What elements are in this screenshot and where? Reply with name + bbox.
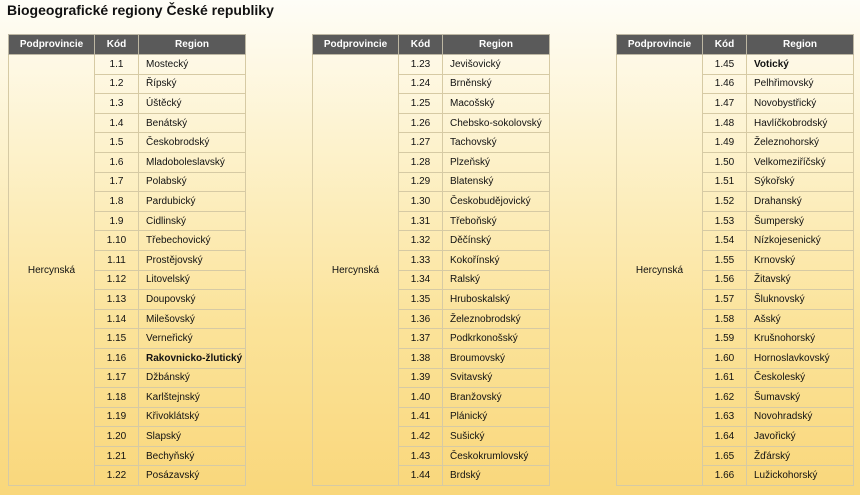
region-code: 1.24: [399, 74, 443, 94]
region-code: 1.39: [399, 368, 443, 388]
region-name: Pelhřimovský: [747, 74, 854, 94]
region-code: 1.5: [95, 133, 139, 153]
region-name: Hruboskalský: [443, 290, 550, 310]
region-code: 1.59: [703, 329, 747, 349]
region-code: 1.18: [95, 388, 139, 408]
region-code: 1.23: [399, 55, 443, 75]
region-code: 1.36: [399, 309, 443, 329]
header-podprovincie: Podprovincie: [617, 35, 703, 55]
region-name: Mostecký: [139, 55, 246, 75]
region-code: 1.22: [95, 466, 139, 486]
region-code: 1.50: [703, 152, 747, 172]
region-code: 1.14: [95, 309, 139, 329]
region-code: 1.29: [399, 172, 443, 192]
region-name: Českokrumlovský: [443, 446, 550, 466]
region-code: 1.48: [703, 113, 747, 133]
region-code: 1.19: [95, 407, 139, 427]
region-name: Litovelský: [139, 270, 246, 290]
region-name: Doupovský: [139, 290, 246, 310]
region-name: Velkomeziříčský: [747, 152, 854, 172]
region-code: 1.30: [399, 192, 443, 212]
table-header-row: [617, 35, 854, 55]
region-code: 1.7: [95, 172, 139, 192]
table-row: [313, 55, 550, 75]
table-row: [617, 55, 854, 75]
region-code: 1.8: [95, 192, 139, 212]
region-code: 1.62: [703, 388, 747, 408]
region-name: Třebechovický: [139, 231, 246, 251]
region-code: 1.27: [399, 133, 443, 153]
region-name: Žitavský: [747, 270, 854, 290]
region-name: Verneřický: [139, 329, 246, 349]
region-code: 1.12: [95, 270, 139, 290]
podprovincie-cell: Hercynská: [313, 55, 399, 486]
region-code: 1.40: [399, 388, 443, 408]
region-name: Hornoslavkovský: [747, 348, 854, 368]
region-code: 1.1: [95, 55, 139, 75]
region-name: Macošský: [443, 94, 550, 114]
region-code: 1.41: [399, 407, 443, 427]
table-row: [9, 55, 246, 75]
region-name: Karlštejnský: [139, 388, 246, 408]
region-code: 1.61: [703, 368, 747, 388]
header-podprovincie: Podprovincie: [313, 35, 399, 55]
region-name: Úštěcký: [139, 94, 246, 114]
region-name: Votický: [747, 55, 854, 75]
region-code: 1.52: [703, 192, 747, 212]
region-table-1: [8, 34, 246, 486]
region-code: 1.9: [95, 211, 139, 231]
header-podprovincie: Podprovincie: [9, 35, 95, 55]
region-name: Krnovský: [747, 250, 854, 270]
region-code: 1.31: [399, 211, 443, 231]
region-code: 1.4: [95, 113, 139, 133]
region-name: Sýkořský: [747, 172, 854, 192]
region-name: Milešovský: [139, 309, 246, 329]
region-name: Železnobrodský: [443, 309, 550, 329]
region-name: Mladoboleslavský: [139, 152, 246, 172]
region-code: 1.3: [95, 94, 139, 114]
region-code: 1.28: [399, 152, 443, 172]
region-code: 1.46: [703, 74, 747, 94]
region-name: Krušnohorský: [747, 329, 854, 349]
region-name: Českobrodský: [139, 133, 246, 153]
region-name: Bechyňský: [139, 446, 246, 466]
region-code: 1.60: [703, 348, 747, 368]
region-name: Prostějovský: [139, 250, 246, 270]
region-name: Podkrkonošský: [443, 329, 550, 349]
header-kod: Kód: [399, 35, 443, 55]
region-name: Cidlinský: [139, 211, 246, 231]
region-name: Křivoklátský: [139, 407, 246, 427]
region-name: Pardubický: [139, 192, 246, 212]
region-name: Javořický: [747, 427, 854, 447]
region-code: 1.43: [399, 446, 443, 466]
region-name: Brdský: [443, 466, 550, 486]
region-code: 1.56: [703, 270, 747, 290]
header-kod: Kód: [703, 35, 747, 55]
region-code: 1.65: [703, 446, 747, 466]
page-title: Biogeografické regiony České republiky: [7, 2, 274, 18]
region-name: Plzeňský: [443, 152, 550, 172]
region-code: 1.54: [703, 231, 747, 251]
region-name: Broumovský: [443, 348, 550, 368]
region-code: 1.45: [703, 55, 747, 75]
header-region: Region: [443, 35, 550, 55]
region-code: 1.34: [399, 270, 443, 290]
podprovincie-cell: Hercynská: [9, 55, 95, 486]
header-region: Region: [139, 35, 246, 55]
region-code: 1.57: [703, 290, 747, 310]
region-code: 1.11: [95, 250, 139, 270]
region-name: Lužickohorský: [747, 466, 854, 486]
region-name: Brněnský: [443, 74, 550, 94]
region-name: Drahanský: [747, 192, 854, 212]
header-kod: Kód: [95, 35, 139, 55]
region-name: Šumperský: [747, 211, 854, 231]
region-code: 1.20: [95, 427, 139, 447]
region-name: Ašský: [747, 309, 854, 329]
region-name: Nízkojesenický: [747, 231, 854, 251]
region-code: 1.58: [703, 309, 747, 329]
region-name: Novobystřický: [747, 94, 854, 114]
region-name: Třeboňský: [443, 211, 550, 231]
region-code: 1.16: [95, 348, 139, 368]
region-code: 1.53: [703, 211, 747, 231]
region-name: Branžovský: [443, 388, 550, 408]
region-name: Benátský: [139, 113, 246, 133]
table-header-row: [313, 35, 550, 55]
region-name: Železnohorský: [747, 133, 854, 153]
region-code: 1.38: [399, 348, 443, 368]
region-code: 1.13: [95, 290, 139, 310]
region-name: Slapský: [139, 427, 246, 447]
region-code: 1.42: [399, 427, 443, 447]
region-code: 1.55: [703, 250, 747, 270]
region-name: Plánický: [443, 407, 550, 427]
podprovincie-cell: Hercynská: [617, 55, 703, 486]
region-code: 1.25: [399, 94, 443, 114]
region-code: 1.17: [95, 368, 139, 388]
header-region: Region: [747, 35, 854, 55]
region-code: 1.33: [399, 250, 443, 270]
region-table-3: [616, 34, 854, 486]
region-name: Ralský: [443, 270, 550, 290]
region-code: 1.10: [95, 231, 139, 251]
region-name: Šumavský: [747, 388, 854, 408]
region-name: Novohradský: [747, 407, 854, 427]
region-code: 1.63: [703, 407, 747, 427]
region-name: Řípský: [139, 74, 246, 94]
region-table-2: [312, 34, 550, 486]
region-code: 1.35: [399, 290, 443, 310]
region-code: 1.15: [95, 329, 139, 349]
region-name: Havlíčkobrodský: [747, 113, 854, 133]
region-name: Českoleský: [747, 368, 854, 388]
region-code: 1.51: [703, 172, 747, 192]
region-name: Kokořínský: [443, 250, 550, 270]
region-code: 1.32: [399, 231, 443, 251]
region-name: Polabský: [139, 172, 246, 192]
region-code: 1.47: [703, 94, 747, 114]
region-name: Žďárský: [747, 446, 854, 466]
region-code: 1.49: [703, 133, 747, 153]
region-name: Posázavský: [139, 466, 246, 486]
region-code: 1.37: [399, 329, 443, 349]
region-name: Chebsko-sokolovský: [443, 113, 550, 133]
region-name: Džbánský: [139, 368, 246, 388]
region-name: Rakovnicko-žlutický: [139, 348, 246, 368]
region-code: 1.21: [95, 446, 139, 466]
region-name: Děčínský: [443, 231, 550, 251]
region-code: 1.26: [399, 113, 443, 133]
region-code: 1.66: [703, 466, 747, 486]
region-name: Sušický: [443, 427, 550, 447]
region-name: Jevišovický: [443, 55, 550, 75]
region-code: 1.2: [95, 74, 139, 94]
region-name: Blatenský: [443, 172, 550, 192]
region-name: Českobudějovický: [443, 192, 550, 212]
region-name: Svitavský: [443, 368, 550, 388]
region-name: Tachovský: [443, 133, 550, 153]
region-name: Šluknovský: [747, 290, 854, 310]
region-code: 1.44: [399, 466, 443, 486]
region-code: 1.64: [703, 427, 747, 447]
region-code: 1.6: [95, 152, 139, 172]
table-header-row: [9, 35, 246, 55]
